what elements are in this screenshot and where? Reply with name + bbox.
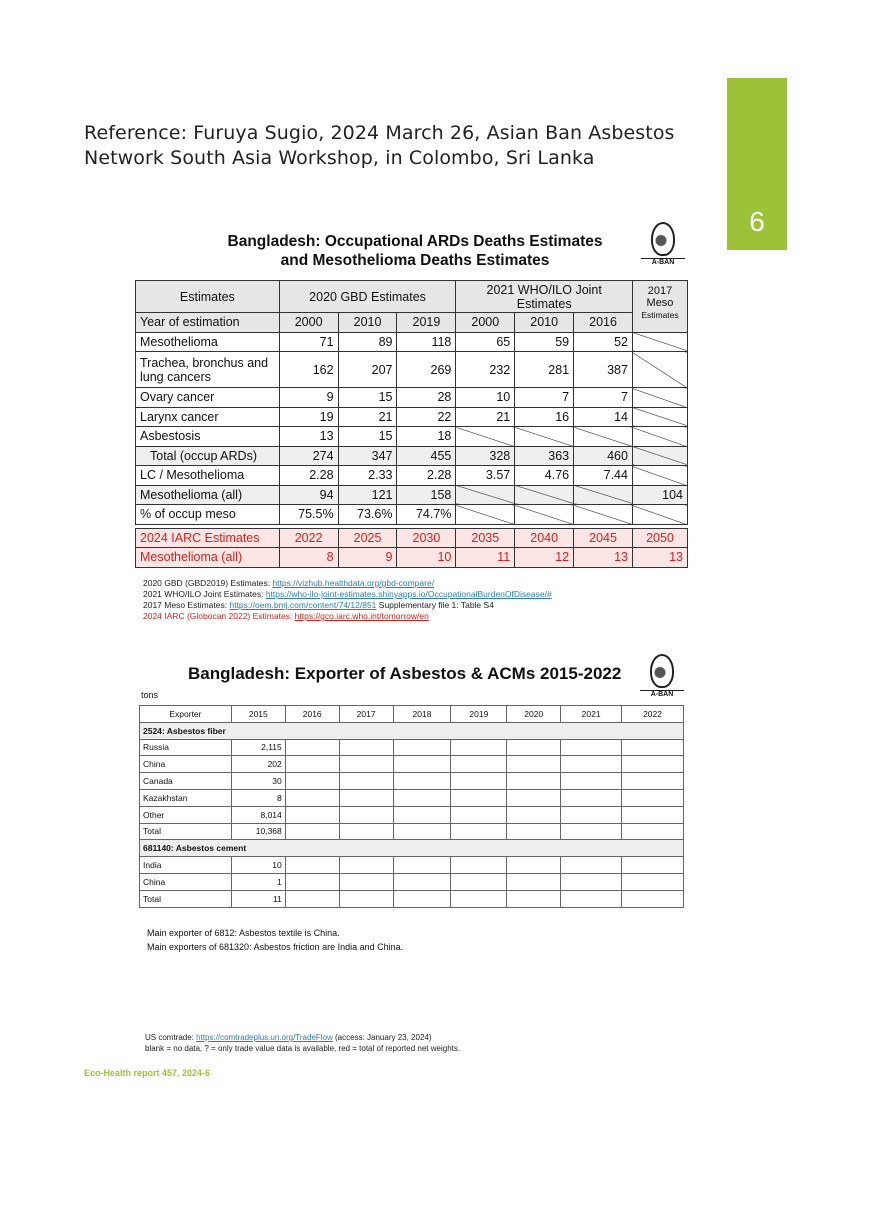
iarc-year: 2045 [574,528,633,548]
value-cell: 8,014 [231,806,285,823]
year-cell: 2000 [456,313,515,333]
value-cell: 7 [515,388,574,408]
value-cell: 59 [515,332,574,352]
table-row [136,352,688,388]
value-cell: 328 [456,446,515,466]
table1-title-line-1: Bangladesh: Occupational ARDs Deaths Estimates [227,233,603,250]
empty-slash-cell [574,505,633,525]
logo-text: A-BAN [640,690,684,698]
year-cell: 2000 [279,313,338,333]
value-cell: 2,115 [231,739,285,756]
year-cell: 2016 [574,313,633,333]
table-row [140,823,684,840]
row-label: Other [140,806,232,823]
section-label: 681140: Asbestos cement [140,840,684,857]
iarc-year: 2040 [515,528,574,548]
value-cell: 121 [338,485,397,505]
table1-title-line-2: and Mesothelioma Deaths Estimates [280,252,550,269]
table1-title [205,232,625,270]
source-label: 2024 IARC (Globocan 2022) Estimates: [143,611,295,621]
row-label: % of occup meso [136,505,280,525]
empty-slash-cell [515,427,574,447]
value-cell: 19 [279,407,338,427]
empty-slash-cell [456,505,515,525]
value-cell: 2.33 [338,466,397,486]
empty-slash-cell [632,388,687,408]
iarc-year: 2035 [456,528,515,548]
value-cell: 8 [231,789,285,806]
column-header: Exporter [140,706,232,723]
value-cell: 74.7% [397,505,456,525]
empty-slash-cell [456,427,515,447]
iarc-label: 2024 IARC Estimates [136,528,280,548]
exporter-table [139,705,684,908]
reference-text [84,121,675,171]
column-header: 2016 [285,706,339,723]
empty-slash-cell [632,466,687,486]
section-row [140,722,684,739]
value-cell: 3.57 [456,466,515,486]
source-label: 2020 GBD (GBD2019) Estimates: [143,578,273,588]
unit-label: tons [141,690,159,700]
table-header-row [140,706,684,723]
row-label: Total [140,890,232,907]
source-link[interactable]: https://oem.bmj.com/content/74/12/851 [229,600,377,610]
row-label: Total [140,823,232,840]
value-cell: 52 [574,332,633,352]
value-cell: 7.44 [574,466,633,486]
year-cell: 2010 [338,313,397,333]
comtrade-prefix: US comtrade: [145,1033,197,1042]
table-row [140,739,684,756]
table-row [136,446,688,466]
empty-slash-cell [574,427,633,447]
column-header: 2022 [622,706,684,723]
iarc-row-label: Mesothelioma (all) [136,548,280,568]
column-header: 2020 [507,706,561,723]
header-meso-2017 [632,281,687,333]
table-row [136,332,688,352]
iarc-value: 8 [279,548,338,568]
value-cell: 158 [397,485,456,505]
value-cell: 162 [279,352,338,388]
row-label: Larynx cancer [136,407,280,427]
value-cell: 73.6% [338,505,397,525]
table-row [136,505,688,525]
value-cell: 16 [515,407,574,427]
value-cell: 18 [397,427,456,447]
value-cell: 363 [515,446,574,466]
year-cell: 2019 [397,313,456,333]
value-cell: 118 [397,332,456,352]
deaths-estimates-table [135,280,688,568]
row-label: Total (occup ARDs) [136,446,280,466]
value-cell: 21 [338,407,397,427]
value-cell: 15 [338,427,397,447]
source-link[interactable]: https://gco.iarc.who.int/tomorrow/en [294,611,429,621]
notes [147,926,403,954]
table-row [136,427,688,447]
legend-line: blank = no data, ? = only trade value data is available, red = total of reported net weights. [145,1044,461,1053]
value-cell: 28 [397,388,456,408]
value-cell: 207 [338,352,397,388]
header-meso-2017-label: 2017 Meso [646,285,674,309]
iarc-year: 2025 [338,528,397,548]
value-cell: 94 [279,485,338,505]
value-cell: 75.5% [279,505,338,525]
empty-slash-cell [574,485,633,505]
table-row [136,485,688,505]
value-cell: 9 [279,388,338,408]
a-ban-logo [640,654,684,698]
header-estimates: Estimates [136,281,280,313]
value-cell: 21 [456,407,515,427]
logo-text: A-BAN [641,258,685,266]
row-label: Asbestosis [136,427,280,447]
value-cell: 7 [574,388,633,408]
empty-slash-cell [515,485,574,505]
value-cell: 202 [231,756,285,773]
value-cell: 1 [231,873,285,890]
table2-title: Bangladesh: Exporter of Asbestos & ACMs 2015-2022 [188,664,622,683]
value-cell: 4.76 [515,466,574,486]
page-tab [727,78,787,250]
section-row [140,840,684,857]
value-cell: 13 [279,427,338,447]
source-line [143,578,552,589]
row-label: India [140,857,232,874]
column-header: 2018 [393,706,451,723]
section-label: 2524: Asbestos fiber [140,722,684,739]
value-cell: 10 [456,388,515,408]
row-label: Mesothelioma [136,332,280,352]
table-row [140,773,684,790]
value-cell: 460 [574,446,633,466]
table-row [140,890,684,907]
empty-slash-cell [632,446,687,466]
year-label: Year of estimation [136,313,280,333]
source-label: 2021 WHO/ILO Joint Estimates: [143,589,266,599]
source-after: Supplementary file 1: Table S4 [376,600,494,610]
source-link[interactable]: https://vizhub.healthdata.org/gbd-compare/ [272,578,435,588]
eco-health-footer: Eco-Health report 457, 2024-6 [84,1068,211,1078]
note-line: Main exporters of 681320: Asbestos friction are India and China. [147,942,404,952]
column-header: 2019 [451,706,507,723]
value-cell: 347 [338,446,397,466]
iarc-value: 13 [632,548,687,568]
header-who-ilo: 2021 WHO/ILO Joint Estimates [456,281,633,313]
source-link[interactable]: https://who-ilo-joint-estimates.shinyapps.io/OccupationalBurdenOfDisease/# [265,589,552,599]
value-cell: 281 [515,352,574,388]
table-row [136,388,688,408]
row-label: Trachea, bronchus and lung cancers [136,352,280,388]
table-row [136,407,688,427]
value-cell: 89 [338,332,397,352]
row-label: LC / Mesothelioma [136,466,280,486]
table-row [140,789,684,806]
page-number: 6 [749,206,765,237]
value-cell: 10 [231,857,285,874]
iarc-value: 13 [574,548,633,568]
value-cell: 232 [456,352,515,388]
row-label: China [140,756,232,773]
iarc-value: 10 [397,548,456,568]
iarc-row [136,548,688,568]
value-cell: 14 [574,407,633,427]
iarc-value: 9 [338,548,397,568]
row-label: Kazakhstan [140,789,232,806]
value-cell: 274 [279,446,338,466]
comtrade-footer [145,1032,460,1054]
empty-slash-cell [632,352,687,388]
comtrade-line [145,1032,460,1043]
column-header: 2015 [231,706,285,723]
table-row [140,873,684,890]
table-row [140,806,684,823]
value-cell: 104 [632,485,687,505]
empty-slash-cell [632,407,687,427]
header-gbd: 2020 GBD Estimates [279,281,456,313]
source-line [143,600,552,611]
row-label: Mesothelioma (all) [136,485,280,505]
source-line [143,611,552,622]
note-line: Main exporter of 6812: Asbestos textile is China. [147,928,340,938]
iarc-year: 2022 [279,528,338,548]
iarc-value: 12 [515,548,574,568]
row-label: Ovary cancer [136,388,280,408]
table-row [136,466,688,486]
source-label: 2017 Meso Estimates: [143,600,230,610]
value-cell: 387 [574,352,633,388]
a-ban-logo-icon [651,222,675,256]
value-cell: 2.28 [397,466,456,486]
comtrade-suffix: (access: January 23, 2024) [332,1033,432,1042]
table-row [140,857,684,874]
column-header: 2021 [561,706,622,723]
iarc-value: 11 [456,548,515,568]
value-cell: 455 [397,446,456,466]
iarc-year: 2050 [632,528,687,548]
row-label: Russia [140,739,232,756]
value-cell: 15 [338,388,397,408]
sources-list [143,578,552,622]
row-label: China [140,873,232,890]
comtrade-link[interactable]: https://comtradeplus.un.org/TradeFlow [196,1033,333,1042]
empty-slash-cell [632,427,687,447]
empty-slash-cell [515,505,574,525]
a-ban-logo-icon [650,654,674,688]
header-meso-2017-sub: Estimates [641,310,679,320]
value-cell: 11 [231,890,285,907]
empty-slash-cell [632,505,687,525]
value-cell: 22 [397,407,456,427]
row-label: Canada [140,773,232,790]
empty-slash-cell [456,485,515,505]
value-cell: 2.28 [279,466,338,486]
year-cell: 2010 [515,313,574,333]
value-cell: 65 [456,332,515,352]
value-cell: 269 [397,352,456,388]
source-line [143,589,552,600]
reference-line-1: Reference: Furuya Sugio, 2024 March 26, Asian Ban Asbestos [84,122,675,144]
column-header: 2017 [339,706,393,723]
iarc-header-row [136,528,688,548]
value-cell: 30 [231,773,285,790]
iarc-year: 2030 [397,528,456,548]
empty-slash-cell [632,332,687,352]
value-cell: 71 [279,332,338,352]
a-ban-logo [641,222,685,266]
value-cell: 10,368 [231,823,285,840]
table-row [140,756,684,773]
reference-line-2: Network South Asia Workshop, in Colombo, Sri Lanka [84,147,595,169]
